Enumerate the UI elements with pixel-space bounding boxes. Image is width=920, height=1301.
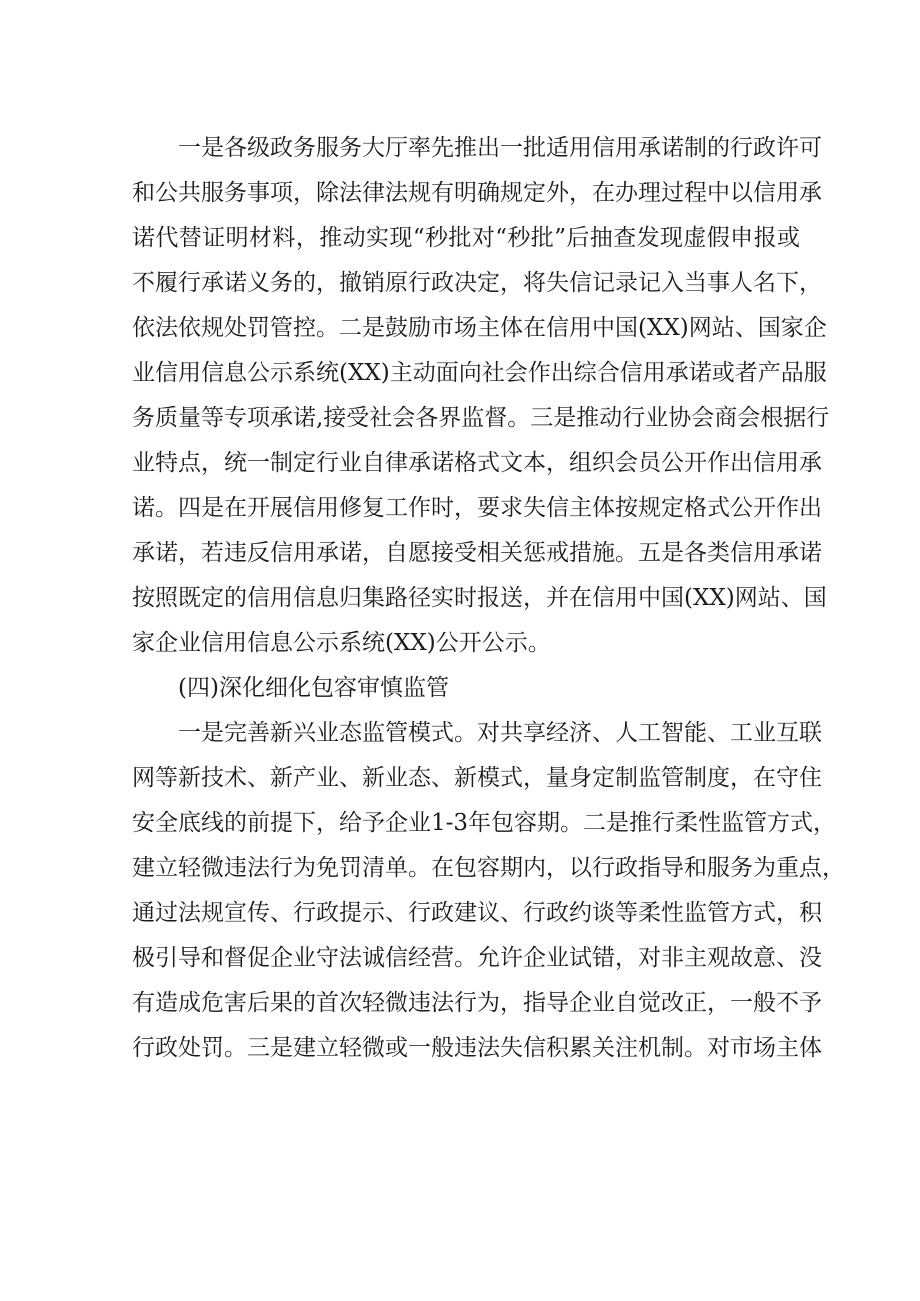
paragraph-line: [0, 713, 920, 753]
line-text: 承诺，若违反信用承诺，自愿接受相关惩戒措施。五是各类信用承诺: [132, 540, 822, 566]
paragraph-line: [0, 893, 920, 933]
line-text: 诺。四是在开展信用修复工作时，要求失信主体按规定格式公开作出: [132, 495, 822, 521]
line-text: 行政处罚。三是建立轻微或一般违法失信积累关注机制。对市场主体: [132, 1035, 822, 1061]
line-text: 极引导和督促企业守法诚信经营。允许企业试错，对非主观故意、没: [132, 945, 822, 971]
line-text: 通过法规宣传、行政提示、行政建议、行政约谈等柔性监管方式，积: [132, 900, 822, 926]
paragraph-line: [0, 308, 920, 348]
line-text: 家企业信用信息公示系统(XX)公开公示。: [132, 630, 551, 656]
line-text: 务质量等专项承诺,接受社会各界监督。三是推动行业协会商会根据行: [132, 405, 830, 431]
paragraph-line: [0, 938, 920, 978]
paragraph-line: [0, 803, 920, 843]
line-text: 一是完善新兴业态监管模式。对共享经济、人工智能、工业互联: [178, 720, 822, 746]
line-text: 按照既定的信用信息归集路径实时报送，并在信用中国(XX)网站、国: [132, 585, 827, 611]
line-text: 依法依规处罚管控。二是鼓励市场主体在信用中国(XX)网站、国家企: [132, 315, 827, 341]
paragraph-line: [0, 848, 920, 888]
paragraph-line: [0, 443, 920, 483]
line-text: 和公共服务事项，除法律法规有明确规定外，在办理过程中以信用承: [132, 180, 822, 206]
paragraph-line: [0, 1028, 920, 1068]
line-text: 有造成危害后果的首次轻微违法行为，指导企业自觉改正，一般不予: [132, 990, 822, 1016]
line-text: (四)深化细化包容审慎监管: [178, 675, 449, 701]
section-heading: [0, 668, 920, 708]
paragraph-line: [0, 488, 920, 528]
line-text: 安全底线的前提下，给予企业1-3年包容期。二是推行柔性监管方式，: [132, 810, 837, 836]
paragraph-line: [0, 623, 920, 663]
paragraph-line: [0, 398, 920, 438]
paragraph-line: [0, 578, 920, 618]
line-text: 业信用信息公示系统(XX)主动面向社会作出综合信用承诺或者产品服: [132, 360, 827, 386]
line-text: 业特点，统一制定行业自律承诺格式文本，组织会员公开作出信用承: [132, 450, 822, 476]
line-text: 不履行承诺义务的，撤销原行政决定，将失信记录记入当事人名下，: [132, 270, 822, 296]
paragraph-line: [0, 173, 920, 213]
line-text: 一是各级政务服务大厅率先推出一批适用信用承诺制的行政许可: [178, 135, 822, 161]
paragraph-line: [0, 218, 920, 258]
paragraph-line: [0, 533, 920, 573]
paragraph-line: [0, 758, 920, 798]
line-text: 网等新技术、新产业、新业态、新模式，量身定制监管制度，在守住: [132, 765, 822, 791]
paragraph-line: [0, 983, 920, 1023]
paragraph-line: [0, 263, 920, 303]
paragraph-line: [0, 128, 920, 168]
line-text: 诺代替证明材料，推动实现“秒批对“秒批”后抽查发现虚假申报或: [132, 225, 800, 251]
line-text: 建立轻微违法行为免罚清单。在包容期内，以行政指导和服务为重点，: [132, 855, 845, 881]
paragraph-line: [0, 353, 920, 393]
